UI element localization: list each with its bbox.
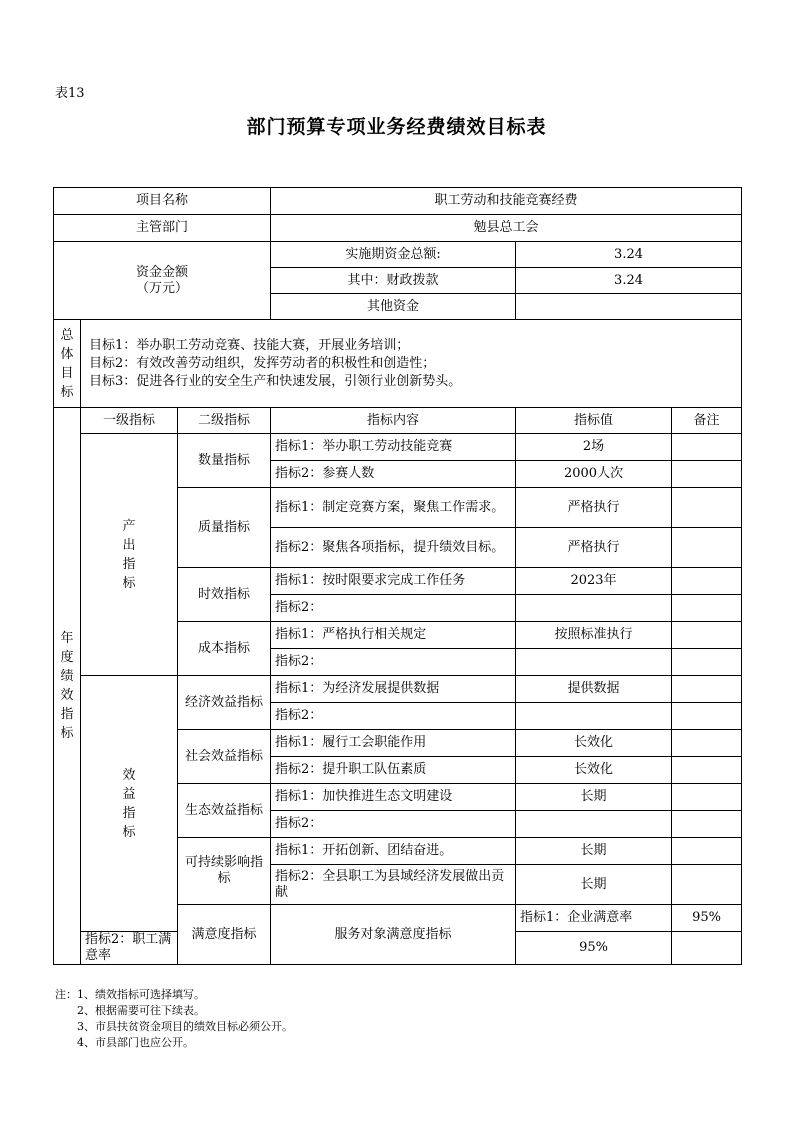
indicator-remark: [672, 649, 742, 676]
dept-label: 主管部门: [54, 215, 271, 242]
fund-total-value: 3.24: [516, 242, 742, 268]
overall-goal-label: 总体目标: [54, 320, 81, 408]
quantity-indicator: 数量指标: [178, 434, 271, 488]
indicator-remark: [672, 434, 742, 461]
indicator-remark: [672, 730, 742, 757]
indicator-remark: [672, 811, 742, 838]
note-4: 4、市县部门也应公开。: [77, 1036, 194, 1049]
annual-indicator-label: 年度绩效指标: [54, 408, 81, 965]
indicator-content: 指标2：: [271, 811, 516, 838]
indicator-value: [516, 595, 672, 622]
indicator-value: 2场: [516, 434, 672, 461]
note-2: 2、根据需要可往下续表。: [77, 1004, 205, 1017]
indicator-remark: [672, 757, 742, 784]
quality-indicator: 质量指标: [178, 488, 271, 568]
indicator-value: 长期: [516, 865, 672, 905]
indicator-content: 指标2：参赛人数: [271, 461, 516, 488]
row-overall-goals: [54, 320, 742, 408]
table-row: [54, 676, 742, 703]
indicator-remark: [672, 703, 742, 730]
indicator-value: 95%: [672, 905, 742, 932]
fund-label-line1: 资金金额: [136, 264, 189, 280]
indicator-remark: [672, 865, 742, 905]
indicator-content: 指标1：加快推进生态文明建设: [271, 784, 516, 811]
indicator-value: 长效化: [516, 757, 672, 784]
footnotes: [55, 987, 293, 1051]
fund-label: [54, 242, 271, 320]
project-name-value: 职工劳动和技能竞赛经费: [271, 188, 742, 215]
indicator-content: 指标2：: [271, 703, 516, 730]
goal-3: 目标3：促进各行业的安全生产和快速发展，引领行业创新势头。: [89, 373, 462, 389]
indicator-value: 长期: [516, 838, 672, 865]
indicator-value: [516, 703, 672, 730]
indicator-content: 指标2：提升职工队伍素质: [271, 757, 516, 784]
header-remark: 备注: [672, 408, 742, 434]
indicator-remark: [672, 838, 742, 865]
indicator-content: 指标1：制定竞赛方案，聚焦工作需求。: [271, 488, 516, 528]
fund-fiscal-label: 其中：财政拨款: [271, 268, 516, 294]
overall-goal-text: [81, 320, 742, 408]
row-fund-total: [54, 242, 742, 268]
ecological-indicator: 生态效益指标: [178, 784, 271, 838]
benefit-indicator-label: 效益指标: [81, 676, 178, 932]
indicator-value: 严格执行: [516, 528, 672, 568]
header-level2: 二级指标: [178, 408, 271, 434]
timeliness-indicator: 时效指标: [178, 568, 271, 622]
header-content: 指标内容: [271, 408, 516, 434]
fund-label-line2: （万元）: [136, 280, 189, 296]
indicator-remark: [672, 461, 742, 488]
indicator-remark: [672, 784, 742, 811]
goal-1: 目标1：举办职工劳动竞赛、技能大赛，开展业务培训；: [89, 337, 410, 353]
service-satisfaction-indicator: 服务对象满意度指标: [271, 905, 516, 965]
indicator-remark: [672, 676, 742, 703]
indicator-content: 指标1：履行工会职能作用: [271, 730, 516, 757]
table-number: 表13: [55, 86, 85, 101]
indicator-remark: [672, 595, 742, 622]
indicator-content: 指标2：聚焦各项指标，提升绩效目标。: [271, 528, 516, 568]
indicator-content: 指标1：按时限要求完成工作任务: [271, 568, 516, 595]
indicator-value: 95%: [516, 932, 672, 965]
table-row: [54, 434, 742, 461]
indicator-remark: [672, 568, 742, 595]
goal-2: 目标2：有效改善劳动组织，发挥劳动者的积极性和创造性；: [89, 355, 436, 371]
note-1: 注：1、绩效指标可选择填写。: [55, 988, 205, 1001]
indicator-value: 按照标准执行: [516, 622, 672, 649]
indicator-value: [516, 811, 672, 838]
indicator-content: 指标2：全县职工为县域经济发展做出贡献: [271, 865, 516, 905]
social-indicator: 社会效益指标: [178, 730, 271, 784]
indicator-remark: [672, 488, 742, 528]
cost-indicator: 成本指标: [178, 622, 271, 676]
indicator-content: 指标2：: [271, 595, 516, 622]
economic-indicator: 经济效益指标: [178, 676, 271, 730]
indicator-value: 严格执行: [516, 488, 672, 528]
fund-other-value: [516, 294, 742, 320]
indicator-remark: [672, 622, 742, 649]
sustainable-indicator: 可持续影响指标: [178, 838, 271, 905]
fund-other-label: 其他资金: [271, 294, 516, 320]
note-3: 3、市县扶贫资金项目的绩效目标必须公开。: [77, 1020, 293, 1033]
header-level1: 一级指标: [81, 408, 178, 434]
output-indicator-label: 产出指标: [81, 434, 178, 676]
project-name-label: 项目名称: [54, 188, 271, 215]
indicator-content: 指标1：举办职工劳动技能竞赛: [271, 434, 516, 461]
row-project-name: [54, 188, 742, 215]
indicator-content: 指标1：开拓创新、团结奋进。: [271, 838, 516, 865]
indicator-value: [516, 649, 672, 676]
indicator-content: 指标2：职工满意率: [81, 932, 178, 965]
indicator-remark: [672, 528, 742, 568]
indicator-value: 2000人次: [516, 461, 672, 488]
indicator-value: 提供数据: [516, 676, 672, 703]
indicator-content: 指标2：: [271, 649, 516, 676]
indicator-value: 长期: [516, 784, 672, 811]
satisfaction-indicator-label: 满意度指标: [178, 905, 271, 965]
indicator-content: 指标1：为经济发展提供数据: [271, 676, 516, 703]
row-dept: [54, 215, 742, 242]
indicator-remark: [672, 932, 742, 965]
performance-table: [53, 187, 742, 965]
indicator-value: 2023年: [516, 568, 672, 595]
indicator-content: 指标1：企业满意率: [516, 905, 672, 932]
page-title: 部门预算专项业务经费绩效目标表: [246, 116, 547, 138]
indicator-content: 指标1：严格执行相关规定: [271, 622, 516, 649]
row-indicator-header: [54, 408, 742, 434]
dept-value: 勉县总工会: [271, 215, 742, 242]
fund-fiscal-value: 3.24: [516, 268, 742, 294]
fund-total-label: 实施期资金总额:: [271, 242, 516, 268]
indicator-value: 长效化: [516, 730, 672, 757]
header-value: 指标值: [516, 408, 672, 434]
